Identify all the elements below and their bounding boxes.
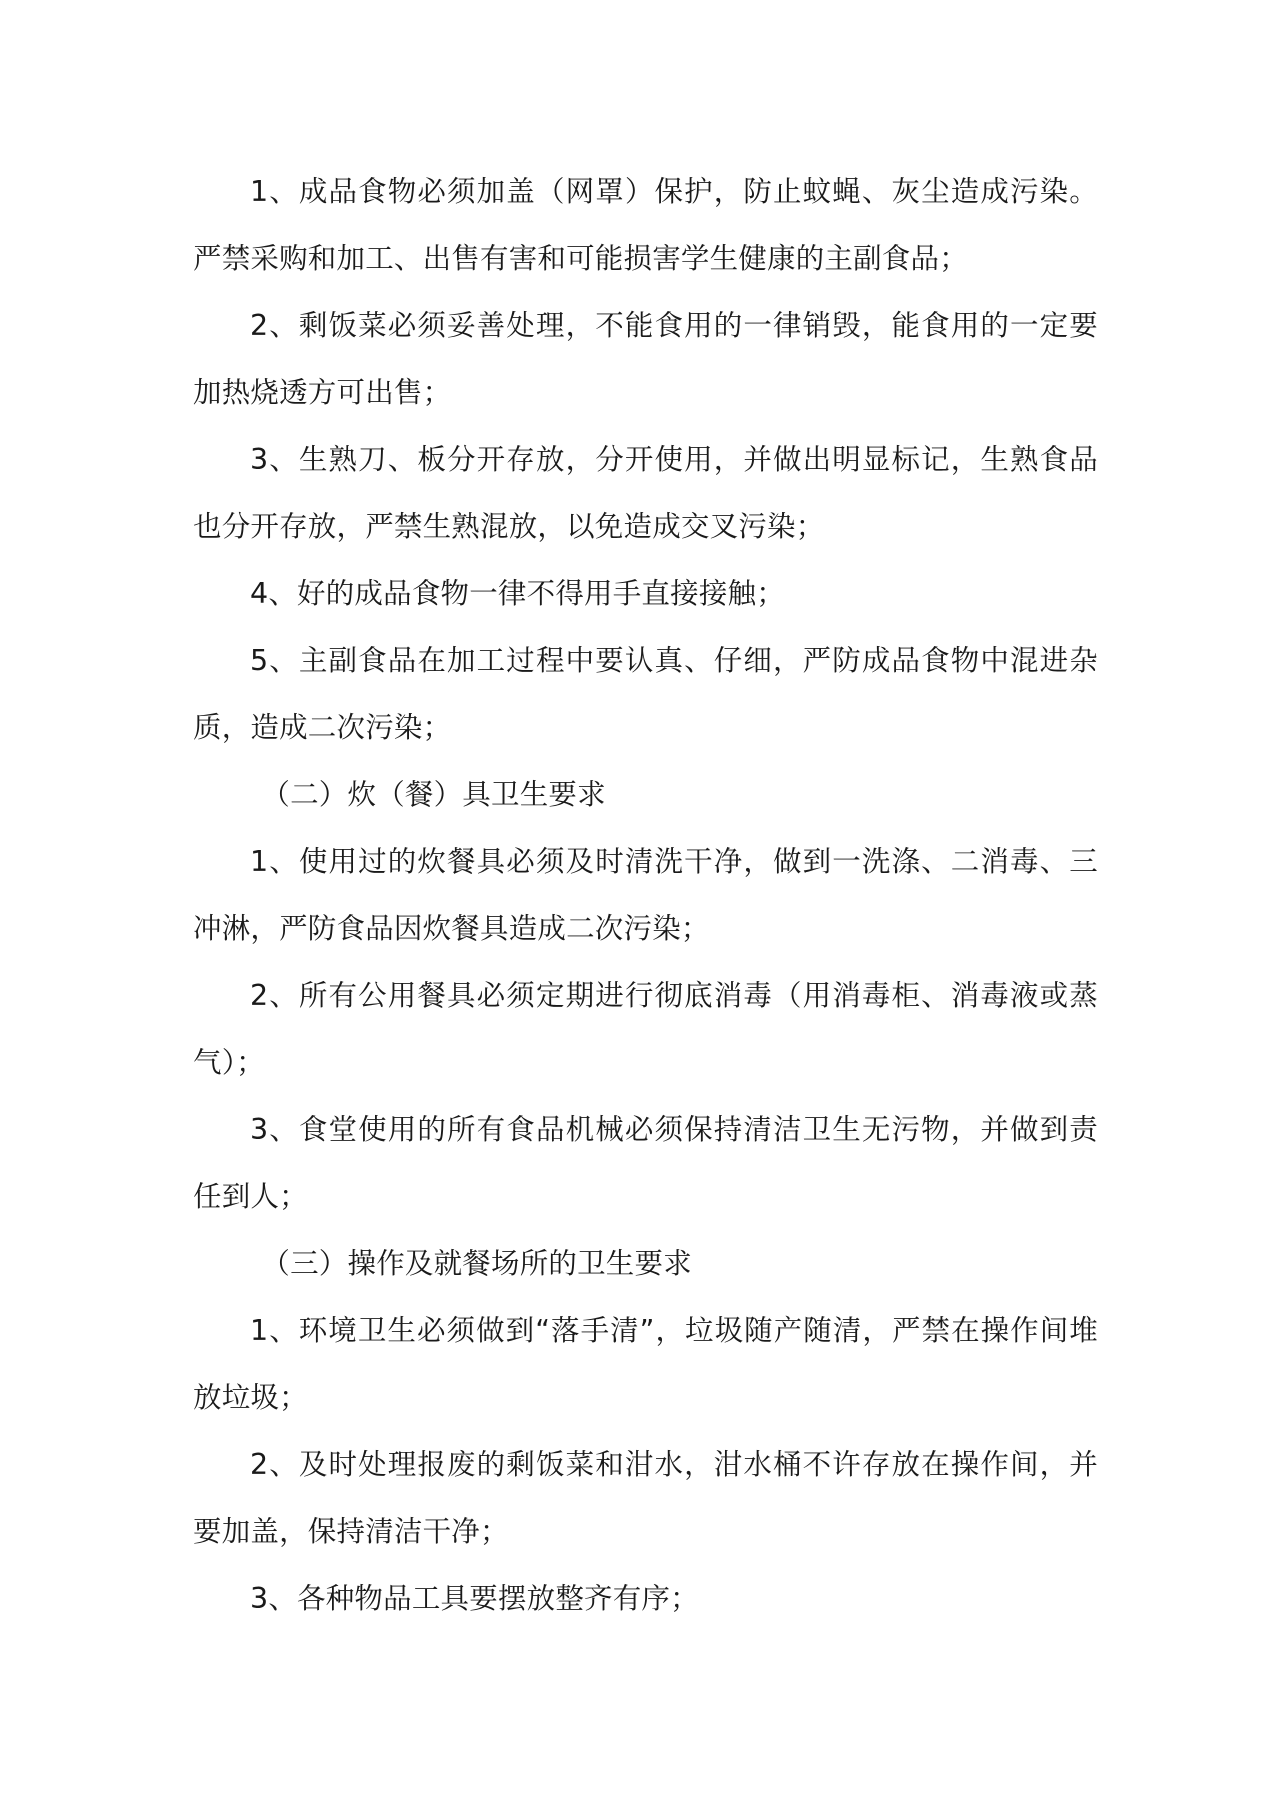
section-heading-dining-area: （三）操作及就餐场所的卫生要求 xyxy=(261,1247,692,1280)
site-rule-3: 3、各种物品工具要摆放整齐有序； xyxy=(250,1582,699,1615)
site-rule-1: 1、环境卫生必须做到“落手清”，垃圾随产随清，严禁在操作间堆放垃圾； xyxy=(193,1314,1098,1414)
utensil-rule-2: 2、所有公用餐具必须定期进行彻底消毒（用消毒柜、消毒液或蒸气）； xyxy=(193,979,1098,1079)
food-rule-1: 1、成品食物必须加盖（网罩）保护，防止蚊蝇、灰尘造成污染。严禁采购和加工、出售有害和可能损害学生健康的主副食品； xyxy=(193,175,1098,275)
document-body xyxy=(193,158,1098,1632)
utensil-rule-3: 3、食堂使用的所有食品机械必须保持清洁卫生无污物，并做到责任到人； xyxy=(193,1113,1098,1213)
food-rule-4: 4、好的成品食物一律不得用手直接接触； xyxy=(250,577,785,610)
section-heading-utensils: （二）炊（餐）具卫生要求 xyxy=(261,778,606,811)
site-rule-2: 2、及时处理报废的剩饭菜和泔水，泔水桶不许存放在操作间，并要加盖，保持清洁干净； xyxy=(193,1448,1098,1548)
food-rule-5: 5、主副食品在加工过程中要认真、仔细，严防成品食物中混进杂质，造成二次污染； xyxy=(193,644,1098,744)
utensil-rule-1: 1、使用过的炊餐具必须及时清洗干净，做到一洗涤、二消毒、三冲淋，严防食品因炊餐具造成二次污染； xyxy=(193,845,1098,945)
food-rule-2: 2、剩饭菜必须妥善处理，不能食用的一律销毁，能食用的一定要加热烧透方可出售； xyxy=(193,309,1098,409)
food-rule-3: 3、生熟刀、板分开存放，分开使用，并做出明显标记，生熟食品也分开存放，严禁生熟混放，以免造成交叉污染； xyxy=(193,443,1098,543)
